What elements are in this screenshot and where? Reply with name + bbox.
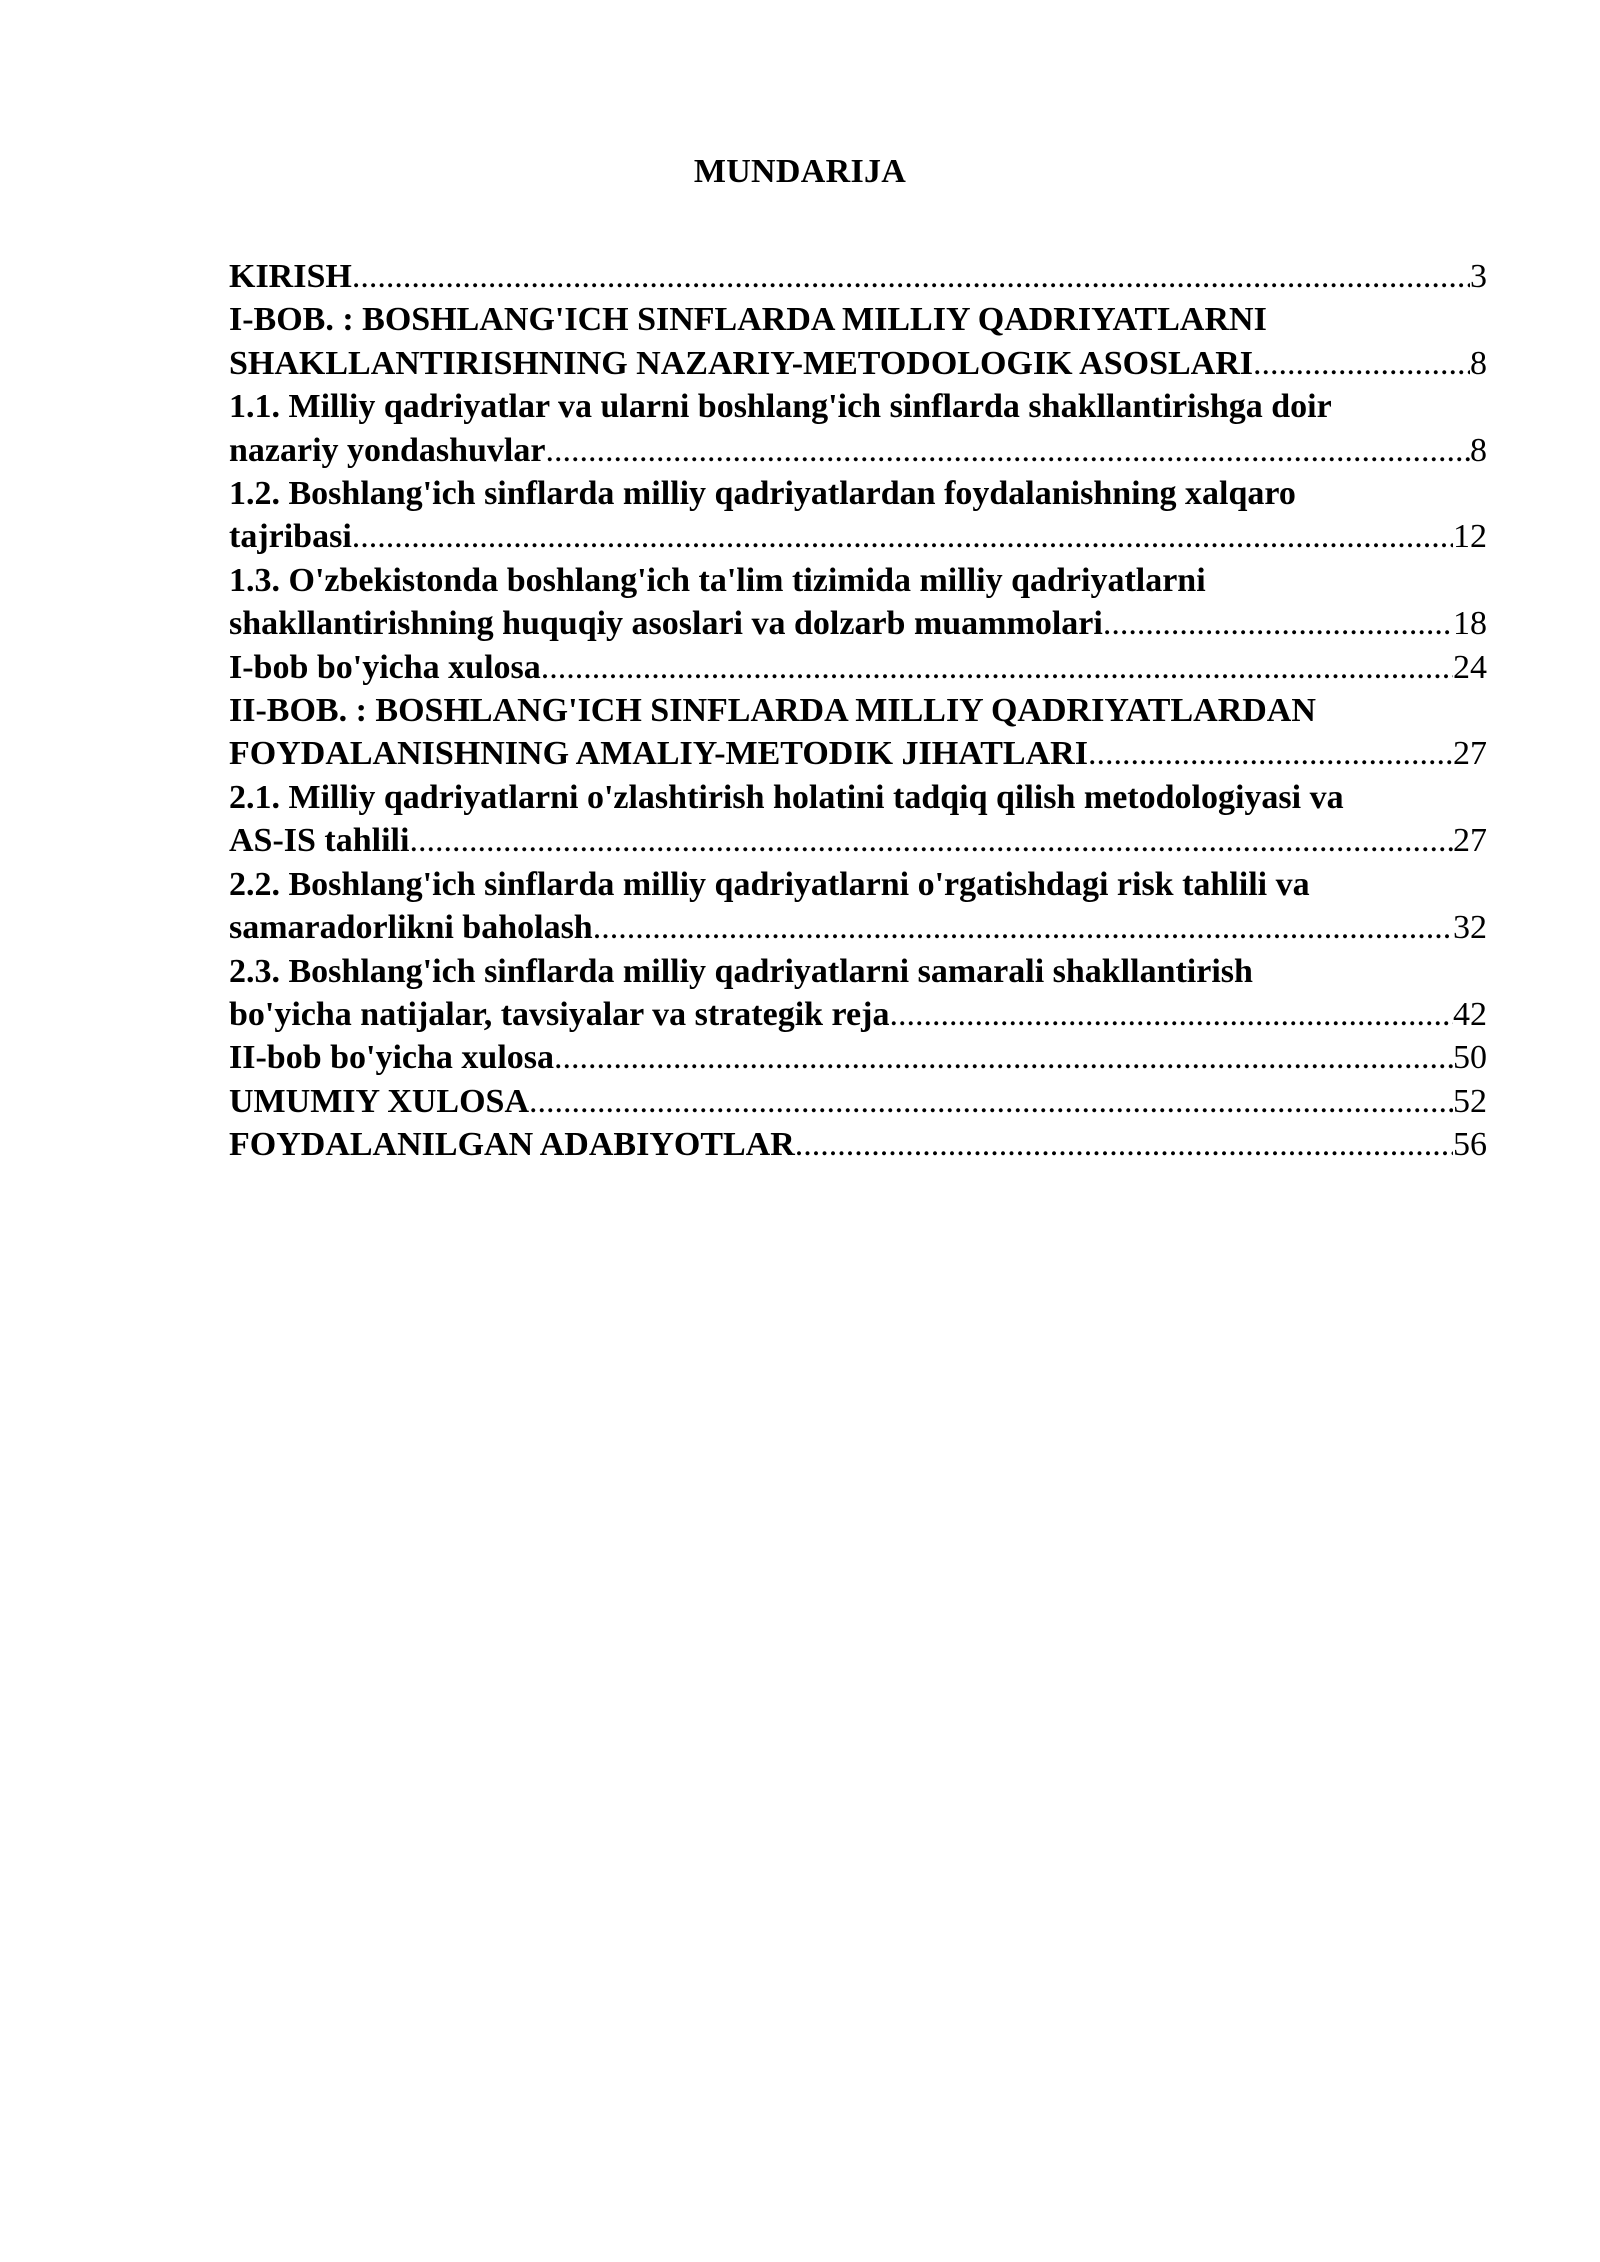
toc-entry[interactable] (229, 385, 1487, 472)
toc-entry-label: KIRISH (229, 258, 352, 295)
toc-dot-leader (1103, 602, 1453, 645)
toc-page-number: 32 (1453, 909, 1487, 947)
toc-page-number: 24 (1453, 648, 1487, 686)
toc-page-number: 12 (1453, 518, 1487, 556)
toc-entry-label: SHAKLLANTIRISHNING NAZARIY-METODOLOGIK ASOSLARI (229, 344, 1254, 382)
toc-entry-label: FOYDALANISHNING AMALIY-METODIK JIHATLARI (229, 735, 1088, 773)
toc-entry-last-line (229, 993, 1487, 1036)
toc-dot-leader (889, 993, 1453, 1036)
toc-dot-leader (352, 255, 1470, 298)
toc-entry-last-line (229, 1123, 1487, 1166)
toc-page-number: 27 (1453, 822, 1487, 860)
toc-entry[interactable] (229, 1036, 1487, 1079)
toc-page-number: 18 (1453, 605, 1487, 643)
toc-entry[interactable] (229, 863, 1487, 950)
toc-entry-label: tajribasi (229, 518, 352, 556)
toc-entry-label: UMUMIY XULOSA (229, 1082, 530, 1120)
toc-entry-label: AS-IS tahlili (229, 822, 410, 860)
toc-entry-label: samaradorlikni baholash (229, 909, 593, 947)
toc-entry-label-line: II-BOB. : BOSHLANG'ICH SINFLARDA MILLIY QADRIYATLARDAN (229, 692, 1316, 730)
toc-entry-label: nazariy yondashuvlar (229, 431, 546, 469)
toc-page-number: 27 (1453, 735, 1487, 773)
toc-entry-last-line (229, 602, 1487, 645)
toc-entry-label-line: 2.3. Boshlang'ich sinflarda milliy qadriyatlarni samarali shakllantirish (229, 952, 1253, 990)
toc-entry-last-line (229, 646, 1487, 689)
toc-entry[interactable] (229, 1123, 1487, 1166)
toc-entry-last-line (229, 906, 1487, 949)
toc-entry-last-line (229, 1036, 1487, 1079)
toc-page-number: 56 (1453, 1126, 1487, 1164)
toc-dot-leader (593, 906, 1453, 949)
toc-page-number: 42 (1453, 995, 1487, 1033)
toc-entry-label: II-bob bo'yicha xulosa (229, 1039, 554, 1077)
toc-dot-leader (409, 819, 1453, 862)
toc-entry[interactable] (229, 776, 1487, 863)
toc-entry-label: FOYDALANILGAN ADABIYOTLAR (229, 1126, 795, 1164)
toc-entry[interactable] (229, 559, 1487, 646)
toc-page-number: 8 (1470, 344, 1487, 382)
toc-entry-last-line (229, 819, 1487, 862)
toc-entry-label-line: I-BOB. : BOSHLANG'ICH SINFLARDA MILLIY QADRIYATLARNI (229, 301, 1267, 339)
table-of-contents (229, 255, 1487, 1167)
toc-page-number: 50 (1453, 1039, 1487, 1077)
toc-dot-leader (1088, 732, 1453, 775)
toc-entry-label: bo'yicha natijalar, tavsiyalar va strategik reja (229, 995, 890, 1033)
toc-entry-label-line: 2.2. Boshlang'ich sinflarda milliy qadriyatlarni o'rgatishdagi risk tahlili va (229, 865, 1310, 903)
toc-entry-last-line (229, 732, 1487, 775)
toc-dot-leader (554, 1036, 1453, 1079)
toc-page-number: 52 (1453, 1082, 1487, 1120)
toc-dot-leader (352, 515, 1453, 558)
toc-entry-label-line: 1.2. Boshlang'ich sinflarda milliy qadriyatlardan foydalanishning xalqaro (229, 475, 1296, 513)
toc-entry-last-line (229, 1080, 1487, 1123)
toc-entry-label-line: 1.3. O'zbekistonda boshlang'ich ta'lim tizimida milliy qadriyatlarni (229, 561, 1206, 599)
toc-entry-last-line (229, 429, 1487, 472)
toc-dot-leader (545, 429, 1470, 472)
toc-entry-label-line: 1.1. Milliy qadriyatlar va ularni boshlang'ich sinflarda shakllantirishga doir (229, 388, 1332, 426)
toc-entry[interactable] (229, 646, 1487, 689)
toc-entry-label-line: 2.1. Milliy qadriyatlarni o'zlashtirish holatini tadqiq qilish metodologiyasi va (229, 778, 1344, 816)
toc-entry-label: shakllantirishning huquqiy asoslari va dolzarb muammolari (229, 605, 1103, 643)
toc-dot-leader (795, 1123, 1453, 1166)
toc-dot-leader (1253, 342, 1470, 385)
toc-entry[interactable] (229, 472, 1487, 559)
toc-entry[interactable] (229, 950, 1487, 1037)
toc-entry[interactable] (229, 1080, 1487, 1123)
toc-page-number: 3 (1470, 258, 1487, 295)
page-title: MUNDARIJA (693, 153, 907, 190)
toc-entry[interactable] (229, 298, 1487, 385)
toc-entry[interactable] (229, 689, 1487, 776)
toc-dot-leader (529, 1080, 1453, 1123)
toc-dot-leader (541, 646, 1453, 689)
toc-entry-label: I-bob bo'yicha xulosa (229, 648, 541, 686)
toc-entry-last-line (229, 342, 1487, 385)
toc-entry-last-line (229, 515, 1487, 558)
toc-page-number: 8 (1470, 431, 1487, 469)
toc-entry-last-line (229, 255, 1487, 298)
toc-entry[interactable] (229, 255, 1487, 298)
